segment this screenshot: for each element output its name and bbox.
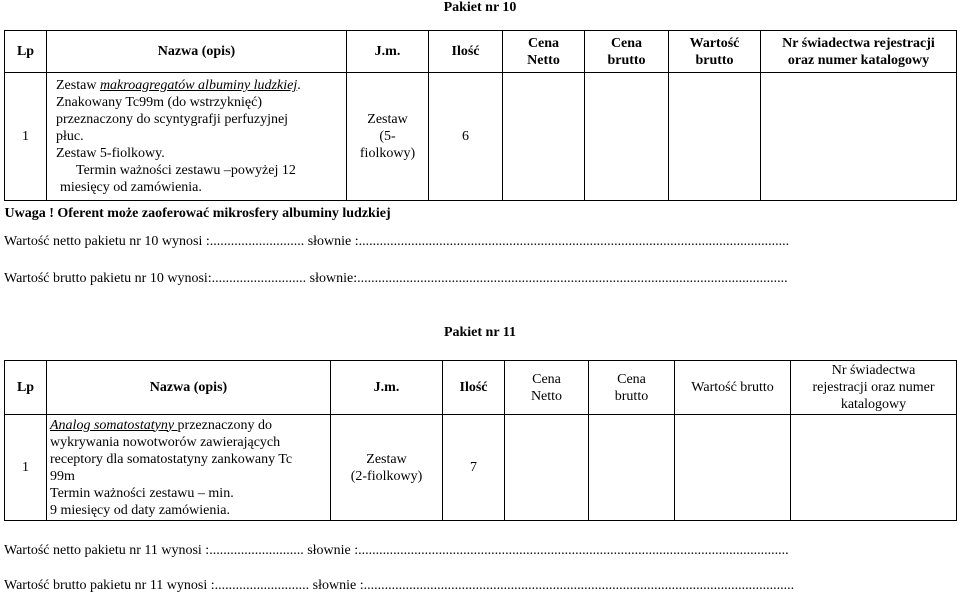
table-header-row (5, 361, 957, 415)
table-header-row (5, 31, 957, 73)
desc-line: Termin ważności zestawu –powyżej 12 (76, 163, 296, 178)
row-net-price[interactable] (505, 415, 589, 521)
unit-line: Zestaw (366, 451, 407, 467)
header-cert-line-3: katalogowy (840, 397, 907, 412)
name-italic: Analog somatostatyny (50, 417, 178, 433)
desc-line: miesięcy od zamówienia. (60, 180, 202, 195)
header-value-line-1: Wartość (689, 35, 740, 51)
table-row (5, 415, 957, 521)
unit-line: (5- (379, 129, 396, 144)
row-unit (347, 73, 429, 201)
header-value-line-2: brutto (695, 52, 734, 68)
header-net-line-1: Cena (532, 371, 561, 387)
header-gross-value: Wartość brutto (675, 361, 791, 415)
header-name: Nazwa (opis) (47, 31, 347, 73)
packet-11-table (4, 360, 957, 521)
header-gross-price (589, 361, 675, 415)
unit-line: Zestaw (367, 112, 408, 127)
packet-10-net-total: Wartość netto pakietu nr 10 wynosi :........................... słownie :........................................................................................................................... (4, 234, 790, 249)
header-lp: Lp (5, 31, 47, 73)
packet-10-note: Uwaga ! Oferent może zaoferować mikrosfery albuminy ludzkiej (5, 201, 957, 227)
name-lead: Zestaw (56, 78, 100, 93)
row-lp: 1 (5, 73, 47, 201)
row-unit (331, 415, 443, 521)
packet-10-table (4, 30, 957, 227)
row-gross-value[interactable] (669, 73, 761, 201)
desc-line: Termin ważności zestawu – min. (50, 485, 234, 501)
header-gross-price (585, 31, 669, 73)
packet-11-title: Pakiet nr 11 (443, 325, 517, 340)
header-cert-line-1: Nr świadectwa rejestracji (782, 35, 935, 51)
name-rest: przeznaczony do (177, 417, 272, 433)
row-certificate[interactable] (761, 73, 957, 201)
header-gross-line-1: Cena (617, 371, 646, 387)
desc-line: 99m (50, 468, 75, 484)
header-gross-value (669, 31, 761, 73)
header-name: Nazwa (opis) (47, 361, 331, 415)
row-certificate[interactable] (791, 415, 957, 521)
row-name-first-line (50, 417, 327, 434)
desc-line: Znakowany Tc99m (do wstrzyknięć) (56, 95, 262, 110)
desc-line: Zestaw 5-fiolkowy. (56, 146, 165, 161)
desc-line: 9 miesięcy od daty zamówienia. (50, 502, 230, 518)
unit-line: (2-fiolkowy) (350, 468, 423, 484)
row-qty: 7 (443, 415, 505, 521)
header-qty: Ilość (443, 361, 505, 415)
header-net-price (505, 361, 589, 415)
desc-line: receptory dla somatostatyny zankowany Tc (50, 451, 293, 467)
header-cert-line-1: Nr świadectwa (831, 363, 916, 378)
row-name (47, 415, 331, 521)
header-gross-line-1: Cena (610, 35, 643, 51)
header-qty: Ilość (429, 31, 503, 73)
note-row (5, 201, 957, 227)
row-gross-price[interactable] (589, 415, 675, 521)
name-end: . (297, 78, 301, 93)
packet-10-title: Pakiet nr 10 (443, 0, 517, 15)
table-row (5, 73, 957, 201)
header-gross-line-2: brutto (607, 52, 646, 68)
desc-line: przeznaczony do scyntygrafji perfuzyjnej (56, 112, 289, 127)
packet-10-gross-total: Wartość brutto pakietu nr 10 wynosi:........................... słownie:........................................................................................................................... (4, 271, 788, 286)
row-net-price[interactable] (503, 73, 585, 201)
packet-11-net-total: Wartość netto pakietu nr 11 wynosi :........................... słownie :........................................................................................................................... (4, 543, 789, 558)
header-cert-line-2: oraz numer katalogowy (787, 52, 930, 68)
unit-line: fiolkowy) (359, 146, 416, 161)
header-gross-line-2: brutto (614, 388, 649, 404)
header-unit: J.m. (347, 31, 429, 73)
desc-line: płuc. (56, 129, 84, 144)
desc-line: wykrywania nowotworów zawierających (50, 434, 281, 450)
row-lp: 1 (5, 415, 47, 521)
header-net-price (503, 31, 585, 73)
header-net-line-2: Netto (527, 52, 560, 68)
header-unit: J.m. (331, 361, 443, 415)
row-gross-price[interactable] (585, 73, 669, 201)
header-certificate (761, 31, 957, 73)
name-italic: makroagregatów albuminy ludzkiej (99, 78, 298, 93)
row-name-first-line (50, 77, 343, 94)
header-cert-line-2: rejestracji oraz numer (812, 380, 935, 395)
packet-11-gross-total: Wartość brutto pakietu nr 11 wynosi :........................... słownie :........................................................................................................................... (4, 578, 795, 593)
header-net-line-2: Netto (530, 388, 563, 404)
header-certificate (791, 361, 957, 415)
header-lp: Lp (5, 361, 47, 415)
row-name (47, 73, 347, 201)
row-gross-value[interactable] (675, 415, 791, 521)
header-net-line-1: Cena (527, 35, 560, 51)
row-qty: 6 (429, 73, 503, 201)
